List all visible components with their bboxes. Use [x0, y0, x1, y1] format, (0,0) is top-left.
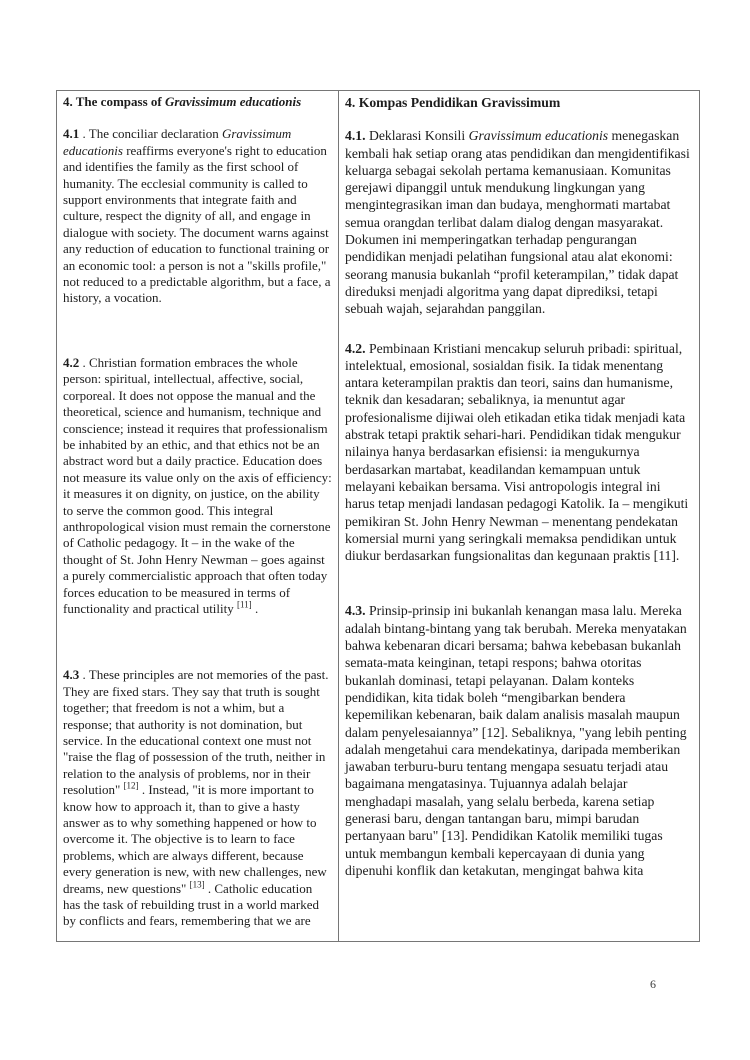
english-column-cell	[57, 91, 339, 942]
paragraph-4-1-en: 4.1 . The conciliar declaration Gravissimum educationis reaffirms everyone's right to education and identifies the family as the first school of humanity. The ecclesial community is called to support environments that integrate faith and culture, respect the dignity of all, and engage in dialogue with society. The document warns against any reduction of education to functional training or an economic tool: a person is not a "skills profile," not reduced to a predictable algorithm, but a face, a history, a vocation.	[63, 126, 331, 306]
paragraph-4-3-en: 4.3 . These principles are not memories of the past. They are fixed stars. They say that truth is sought together; that freedom is not a whim, but a response; that authority is not domination, but service. In the educational context one must not "raise the flag of possession of the truth, neither in relation to the analysis of problems, nor in their resolution" [12] . Instead, "it is more important to know how to approach it, than to give a hasty answer as to why something happened or how to overcome it. The objective is to learn to face problems, which are always different, because every generation is new, with new challenges, new dreams, new questions" [13] . Catholic education has the task of rebuilding trust in a world marked by conflicts and fears, remembering that we are	[63, 667, 329, 929]
table-row	[57, 91, 700, 942]
translation-table	[56, 90, 700, 942]
page-number: 6	[650, 977, 656, 991]
paragraph-4-1-id: 4.1. Deklarasi Konsili Gravissimum educationis menegaskan kembali hak setiap orang atas pendidikan dan mengidentifikasi keluarga sebagai sekolah pertama kemanusiaan. Komunitas gerejawi dipanggil untuk mendukung lingkungan yang mengintegrasikan iman dan budaya, menghormati martabat semua orangdan terlibat dalam dialog dengan masyarakat. Dokumen ini memperingatkan terhadap pengurangan pendidikan menjadi pelatihan fungsional atau alat ekonomi: seorang manusia bukanlah “profil keterampilan,” tidak dapat direduksi menjadi algoritma yang dapat diprediksi, tetapi sebuah wajah, sejarahdan panggilan.	[345, 128, 690, 317]
section-heading-en: 4. The compass of Gravissimum educationis	[63, 94, 302, 109]
indonesian-column-cell	[339, 91, 700, 942]
paragraph-4-3-id: 4.3. Prinsip-prinsip ini bukanlah kenangan masa lalu. Mereka adalah bintang-bintang yang tak berubah. Mereka menyatakan bahwa kebenaran dicari bersama; bahwa kebebasan bukanlah semata-mata keinginan, tetapi respons; bahwa otoritas bukanlah dominasi, tetapi pelayanan. Dalam konteks pendidikan, kita tidak boleh “mengibarkan bendera kepemilikan kebenaran, baik dalam analisis masalah maupun dalam penyelesaiannya” [12]. Sebaliknya, "yang lebih penting adalah mengetahui cara mendekatinya, daripada memberikan jawaban terburu-buru tentang mengapa sesuatu terjadi atau bagaimana mengatasinya. Tujuannya adalah belajar menghadapi masalah, yang selalu berbeda, karena setiap generasi baru, dengan tantangan baru, mimpi barudan pertanyaan baru" [13]. Pendidikan Katolik memiliki tugas untuk membangun kembali kepercayaan di dunia yang dipenuhi konflik dan ketakutan, mengingat bahwa kita	[345, 603, 687, 878]
paragraph-4-2-en: 4.2 . Christian formation embraces the whole person: spiritual, intellectual, affective, social, corporeal. It does not oppose the manual and the theoretical, science and humanism, technique and conscience; instead it requires that professionalism be inhabited by an ethic, and that ethics not be an abstract word but a daily practice. Education does not measure its value only on the axis of efficiency: it measures it on dignity, on justice, on the ability to serve the common good. This integral anthropological vision must remain the cornerstone of Catholic pedagogy. It – in the wake of the thought of St. John Henry Newman – goes against a purely commercialistic approach that often today forces education to be measured in terms of functionality and practical utility [11] .	[63, 354, 332, 616]
paragraph-4-2-id: 4.2. Pembinaan Kristiani mencakup seluruh pribadi: spiritual, intelektual, emosional, sosialdan fisik. Ia tidak menentang antara keterampilan praktis dan teori, sains dan humanisme, teknik dan kesadaran; sebaliknya, ia menuntut agar profesionalisme dijiwai oleh etikadan etika tidak menjadi kata abstrak tetapi praktik sehari-hari. Pendidikan tidak mengukur nilainya hanya berdasarkan efisiensi: ia mengukurnya berdasarkan martabat, keadilandan kemampuan untuk melayani kebaikan bersama. Visi antropologis integral ini harus tetap menjadi landasan pedagogi Katolik. Ia – mengikuti pemikiran St. John Henry Newman – menentang pendekatan komersial murni yang seringkali memaksa pendidikan untuk diukur berdasarkan fungsionalitas dan kegunaan praktis [11].	[345, 340, 689, 564]
section-heading-id: 4. Kompas Pendidikan Gravissimum	[345, 95, 561, 110]
